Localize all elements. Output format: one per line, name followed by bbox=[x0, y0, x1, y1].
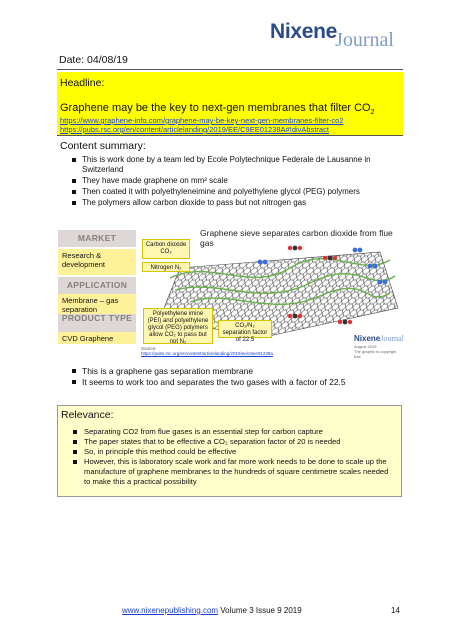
page-number: 14 bbox=[391, 606, 400, 615]
graphene-sieve-figure bbox=[58, 226, 403, 361]
list-item: Then coated it with polyethyleneimine and polyethylene glycol (PEG) polymers bbox=[72, 187, 392, 197]
mini-logo: NixeneJournal bbox=[354, 334, 404, 343]
date-line: Date: 04/08/19 bbox=[57, 52, 403, 70]
headline-text: Graphene may be the key to next-gen membranes that filter $CO_2$ bbox=[60, 102, 375, 117]
product-value: CVD Graphene bbox=[58, 332, 136, 344]
pei-peg-callout: Polyethylene imine (PEI) and polyethylene glycol (PEG) polymers allow CO₂ to pass but not N₂ bbox=[143, 308, 213, 344]
mini-caption-date: August 2019 bbox=[354, 344, 377, 349]
mini-caption-copyright: The graphic is copyright free bbox=[354, 349, 397, 359]
list-item: So, in principle this method could be effective bbox=[73, 447, 395, 457]
application-value: Membrane – gas separation bbox=[58, 294, 136, 314]
list-item: This is a graphene gas separation membrane bbox=[72, 366, 402, 376]
figure-source-link[interactable]: https://pubs.rsc.org/en/content/articlelanding/2019/ee/c9ee01238a bbox=[141, 351, 273, 356]
application-tag: APPLICATION bbox=[58, 277, 136, 294]
list-item: The paper states that to be effective a CO₂ separation factor of 20 is needed bbox=[73, 437, 395, 447]
list-item: It seems to work too and separates the two gases with a factor of 22.5 bbox=[72, 377, 402, 387]
relevance-box bbox=[57, 405, 402, 497]
footer-issue: Volume 3 Issue 9 2019 bbox=[218, 606, 302, 615]
list-item: This is work done by a team led by Ecole Polytechnique Federale de Lausanne in Switzerland bbox=[72, 155, 392, 175]
headline-box bbox=[57, 72, 403, 136]
list-item: Separating CO2 from flue gases is an essential step for carbon capture bbox=[73, 427, 395, 437]
separation-factor-callout: CO₂/N₂ separation factor of 22.5 bbox=[218, 320, 272, 338]
list-item: However, this is laboratory scale work and far more work needs to be done to scale up the manufacture of graphene membranes to the hundreds of square centimetre scales needed to make this a practical possibility bbox=[73, 457, 395, 487]
figure-title: Graphene sieve separates carbon dioxide from flue gas bbox=[200, 228, 393, 248]
relevance-label: Relevance: bbox=[61, 409, 114, 421]
product-tag: PRODUCT TYPE bbox=[58, 314, 136, 332]
footer bbox=[122, 606, 302, 615]
after-figure-list bbox=[72, 366, 402, 388]
nixene-journal-logo bbox=[270, 20, 420, 54]
n2-callout: Nitrogen N₂ bbox=[142, 262, 190, 272]
market-value: Research & development bbox=[58, 249, 136, 275]
list-item: They have made graphene on mm² scale bbox=[72, 176, 392, 186]
summary-list bbox=[72, 155, 392, 209]
relevance-list bbox=[73, 427, 395, 487]
co2-callout: Carbon dioxide CO₂ bbox=[142, 239, 190, 259]
logo-nixene-text: Nixene bbox=[270, 20, 338, 43]
figure-source-label: Source: bbox=[141, 346, 157, 351]
headline-link-1[interactable]: https://www.graphene-info.com/graphene-may-be-key-next-gen-membranes-filter-co2 bbox=[60, 116, 344, 125]
logo-journal-text: Journal bbox=[335, 29, 394, 51]
summary-title: Content summary: bbox=[60, 140, 146, 152]
headline-link-2[interactable]: https://pubs.rsc.org/en/content/articlelanding/2019/EE/C9EE01238A#!divAbstract bbox=[60, 125, 329, 134]
list-item: The polymers allow carbon dioxide to pass but not nitrogen gas bbox=[72, 198, 392, 208]
headline-label: Headline: bbox=[60, 77, 105, 89]
market-tag: MARKET bbox=[58, 230, 136, 247]
footer-website-link[interactable]: www.nixenepublishing.com bbox=[122, 606, 219, 615]
